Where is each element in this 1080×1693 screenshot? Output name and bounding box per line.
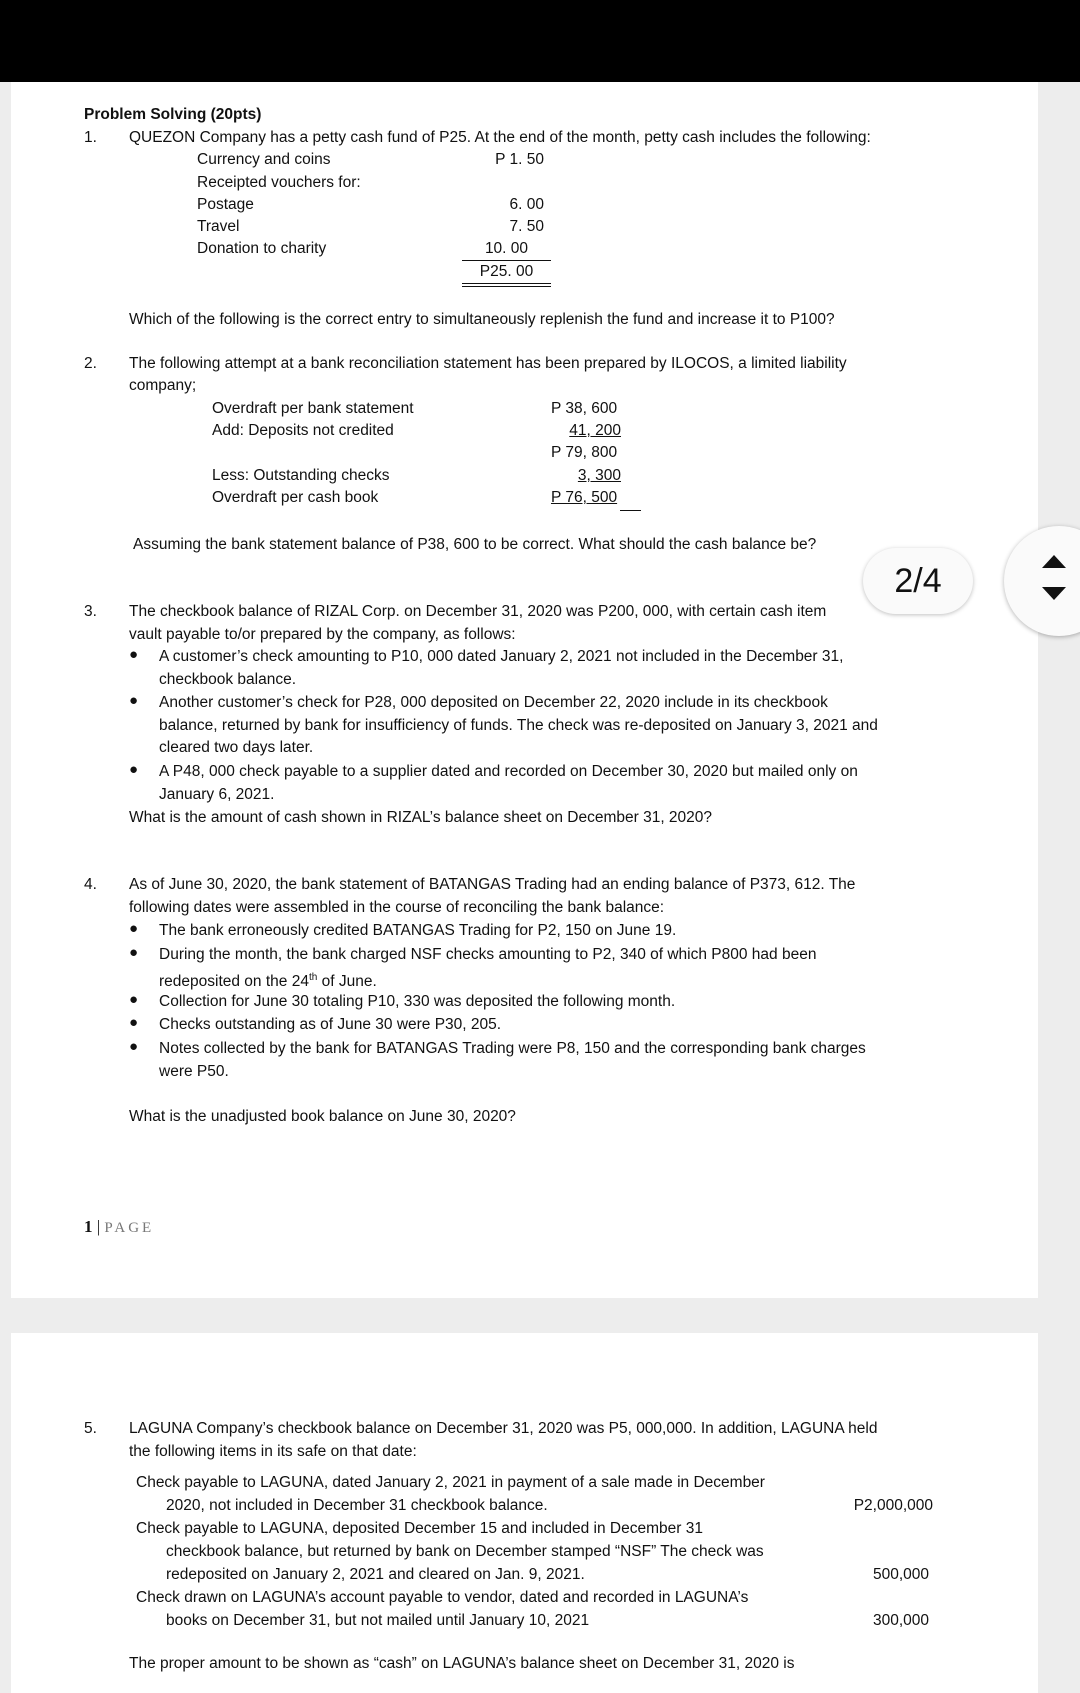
bullet-icon: ● <box>129 761 139 778</box>
line-label: Donation to charity <box>197 240 327 257</box>
item-text: books on December 31, but not mailed until January 10, 2021 <box>166 1612 590 1629</box>
bullet-text <box>159 967 377 993</box>
line-label: Travel <box>197 218 240 235</box>
bullet-text: balance, returned by bank for insufficiency of funds. The check was re-deposited on January 3, 2021 and <box>159 717 878 734</box>
item-text: Check payable to LAGUNA, deposited December 15 and included in December 31 <box>136 1520 703 1537</box>
top-bar <box>0 0 1080 82</box>
bullet-text: Checks outstanding as of June 30 were P30, 205. <box>159 1016 502 1033</box>
item-text: Check drawn on LAGUNA’s account payable to vendor, dated and recorded in LAGUNA’s <box>136 1589 749 1606</box>
page-number: 1 <box>84 1217 93 1236</box>
question-text: LAGUNA Company’s checkbook balance on December 31, 2020 was P5, 000,000. In addition, LAGUNA held <box>129 1420 878 1437</box>
page-footer <box>84 1217 154 1237</box>
question-number: 5. <box>84 1420 97 1437</box>
item-text: redeposited on January 2, 2021 and cleared on Jan. 9, 2021. <box>166 1566 585 1583</box>
question-prompt: Which of the following is the correct entry to simultaneously replenish the fund and increase it to P100? <box>129 311 835 328</box>
question-number: 1. <box>84 129 97 146</box>
superscript: th <box>308 972 318 983</box>
line-amount: P 1. 50 <box>495 151 544 168</box>
total-amount: P25. 00 <box>462 261 551 287</box>
bullet-icon: ● <box>129 944 139 961</box>
question-text: vault payable to/or prepared by the company, as follows: <box>129 626 516 643</box>
question-text: the following items in its safe on that date: <box>129 1443 417 1460</box>
line-label: Add: Deposits not credited <box>212 422 394 439</box>
question-number: 3. <box>84 603 97 620</box>
bullet-text: were P50. <box>159 1063 229 1080</box>
bullet-icon: ● <box>129 1014 139 1031</box>
question-text: company; <box>129 377 197 394</box>
underline-extension <box>620 510 641 511</box>
item-amount: 500,000 <box>872 1566 929 1583</box>
item-text: checkbook balance, but returned by bank on December stamped “NSF” The check was <box>166 1543 764 1560</box>
item-amount: 300,000 <box>872 1612 929 1629</box>
line-amount: 3, 300 <box>577 467 621 484</box>
question-number: 2. <box>84 355 97 372</box>
bullet-icon: ● <box>129 920 139 937</box>
bullet-text-part: redeposited on the 24 <box>159 973 309 991</box>
bullet-text: During the month, the bank charged NSF checks amounting to P2, 340 of which P800 had been <box>159 946 817 963</box>
line-amount: 10. 00 <box>462 238 551 261</box>
item-text: Check payable to LAGUNA, dated January 2, 2021 in payment of a sale made in December <box>136 1474 765 1491</box>
line-amount: P 79, 800 <box>551 444 618 461</box>
line-label: Currency and coins <box>197 151 331 168</box>
bullet-text: Collection for June 30 totaling P10, 330 was deposited the following month. <box>159 993 676 1010</box>
line-label: Less: Outstanding checks <box>212 467 390 484</box>
line-amount: P 38, 600 <box>551 400 618 417</box>
item-text: 2020, not included in December 31 checkbook balance. <box>166 1497 548 1514</box>
question-number: 4. <box>84 876 97 893</box>
question-prompt: The proper amount to be shown as “cash” on LAGUNA’s balance sheet on December 31, 2020 is <box>129 1655 795 1672</box>
bullet-text: A customer’s check amounting to P10, 000 dated January 2, 2021 not included in the December 31, <box>159 648 844 665</box>
bullet-icon: ● <box>129 1038 139 1055</box>
bullet-text: A P48, 000 check payable to a supplier dated and recorded on December 30, 2020 but mailed only on <box>159 763 858 780</box>
item-amount: P2,000,000 <box>853 1497 933 1514</box>
line-label: Postage <box>197 196 254 213</box>
page-indicator: 2/4 <box>863 548 973 614</box>
question-text: As of June 30, 2020, the bank statement of BATANGAS Trading had an ending balance of P373, 612. The <box>129 876 856 893</box>
line-amount: 41, 200 <box>569 422 621 439</box>
bullet-icon: ● <box>129 646 139 663</box>
page-down-icon[interactable] <box>1042 587 1066 600</box>
bullet-text: Another customer’s check for P28, 000 deposited on December 22, 2020 include in its checkbook <box>159 694 828 711</box>
question-prompt: What is the unadjusted book balance on June 30, 2020? <box>129 1108 516 1125</box>
line-label: Overdraft per cash book <box>212 489 379 506</box>
bullet-text: cleared two days later. <box>159 739 314 756</box>
line-amount: 7. 50 <box>509 218 544 235</box>
bullet-text-part: of June. <box>317 973 377 991</box>
bullet-text: The bank erroneously credited BATANGAS Trading for P2, 150 on June 19. <box>159 922 677 939</box>
bullet-text: Notes collected by the bank for BATANGAS Trading were P8, 150 and the corresponding bank charges <box>159 1040 866 1057</box>
bullet-text: checkbook balance. <box>159 671 297 688</box>
line-amount: 6. 00 <box>509 196 544 213</box>
question-text: The checkbook balance of RIZAL Corp. on December 31, 2020 was P200, 000, with certain cash item <box>129 603 827 620</box>
line-amount: P 76, 500 <box>551 489 618 506</box>
question-text: The following attempt at a bank reconciliation statement has been prepared by ILOCOS, a limited liability <box>129 355 847 372</box>
page-up-icon[interactable] <box>1042 555 1066 568</box>
question-prompt: Assuming the bank statement balance of P38, 600 to be correct. What should the cash balance be? <box>133 536 817 553</box>
bullet-icon: ● <box>129 692 139 709</box>
line-label: Overdraft per bank statement <box>212 400 414 417</box>
footer-separator: | <box>96 1217 101 1236</box>
question-text: QUEZON Company has a petty cash fund of P25. At the end of the month, petty cash includes the following: <box>129 129 871 146</box>
line-label: Receipted vouchers for: <box>197 174 361 191</box>
question-text: following dates were assembled in the course of reconciling the bank balance: <box>129 899 665 916</box>
bullet-text: January 6, 2021. <box>159 786 275 803</box>
question-prompt: What is the amount of cash shown in RIZAL’s balance sheet on December 31, 2020? <box>129 809 713 826</box>
bullet-icon: ● <box>129 991 139 1008</box>
page-label: PAGE <box>104 1220 155 1236</box>
section-title: Problem Solving (20pts) <box>84 106 262 123</box>
